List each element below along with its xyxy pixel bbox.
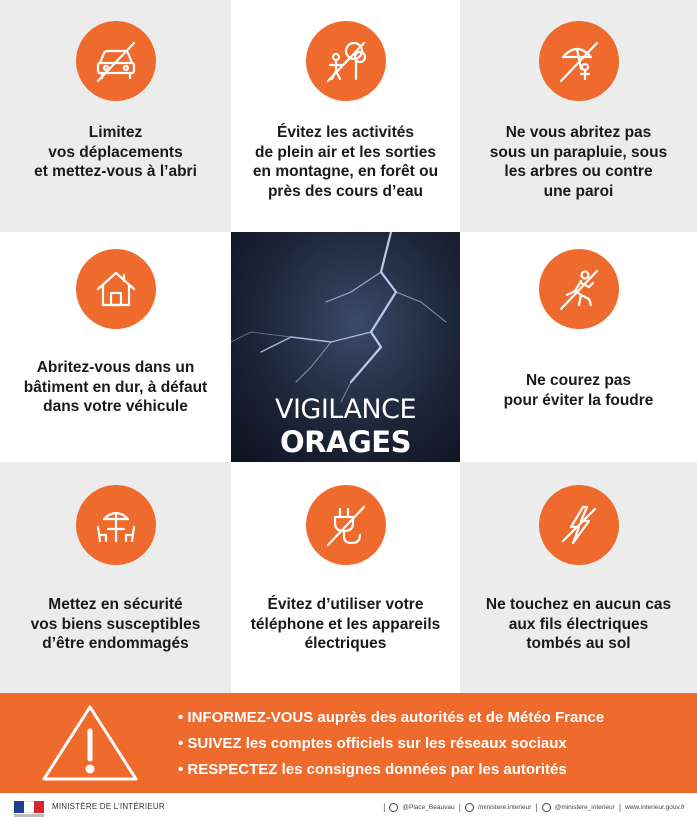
orages-title: ORAGES [280, 425, 411, 459]
advice-line-follow: • SUIVEZ les comptes officiels sur les réseaux sociaux [178, 735, 567, 752]
caption-no-umbrella: Ne vous abritez pas sous un parapluie, sous les arbres ou contre une paroi [489, 124, 668, 200]
no-outdoor-icon [306, 21, 386, 101]
cell-no-umbrella [460, 0, 697, 232]
advice-banner [0, 693, 697, 793]
twitter-icon [389, 803, 398, 812]
vigilance-title: VIGILANCE [274, 394, 417, 425]
caption-no-wires: Ne touchez en aucun cas aux fils électriques tombés au sol [485, 596, 672, 652]
instagram-handle[interactable]: @ministere_interieur [554, 803, 615, 811]
advice-line-inform: • INFORMEZ-VOUS auprès des autorités et de Météo France [178, 709, 605, 726]
twitter-handle[interactable]: @Place_Beauvau [402, 803, 455, 811]
no-umbrella-icon [539, 21, 619, 101]
ministry-name: MINISTÈRE DE L’INTÉRIEUR [52, 802, 165, 811]
no-plug-icon [306, 485, 386, 565]
website-link[interactable]: www.interieur.gouv.fr [625, 803, 685, 811]
facebook-handle[interactable]: /ministere.interieur [477, 803, 532, 811]
caption-no-car: Limitez vos déplacements et mettez-vous à l’abri [34, 124, 197, 180]
cell-no-electric [231, 462, 460, 693]
cell-no-car [0, 0, 231, 232]
republique-francaise-logo [14, 801, 44, 819]
electric-hazard-icon [539, 485, 619, 565]
vigilance-orages-image [231, 232, 460, 462]
instagram-icon [542, 803, 551, 812]
caption-no-electric: Évitez d’utiliser votre téléphone et les appareils électriques [250, 596, 441, 652]
advice-line-respect: • RESPECTEZ les consignes données par les autorités [178, 761, 567, 778]
warning-triangle-icon [40, 703, 140, 783]
garden-furniture-icon [76, 485, 156, 565]
facebook-icon [465, 803, 474, 812]
no-running-icon [539, 249, 619, 329]
cell-shelter-house [0, 232, 231, 462]
cell-no-outdoor [231, 0, 460, 232]
cell-no-wires [460, 462, 697, 693]
no-car-icon [76, 21, 156, 101]
cell-secure-belongings [0, 462, 231, 693]
advice-lines [178, 705, 693, 783]
caption-secure-belongings: Mettez en sécurité vos biens susceptibles d’être endommagés [30, 596, 201, 652]
cell-no-running [460, 232, 697, 462]
caption-shelter-house: Abritez-vous dans un bâtiment en dur, à défaut dans votre véhicule [23, 359, 208, 415]
caption-no-running: Ne courez pas pour éviter la foudre [503, 372, 654, 409]
footer [0, 793, 697, 822]
social-links: | @Place_Beauvau | /ministere.interieur | @ministere_interieur | www.interieur.gouv.fr [383, 802, 685, 812]
house-icon [76, 249, 156, 329]
caption-no-outdoor: Évitez les activités de plein air et les sorties en montagne, en forêt ou près des cours d’eau [252, 124, 439, 200]
